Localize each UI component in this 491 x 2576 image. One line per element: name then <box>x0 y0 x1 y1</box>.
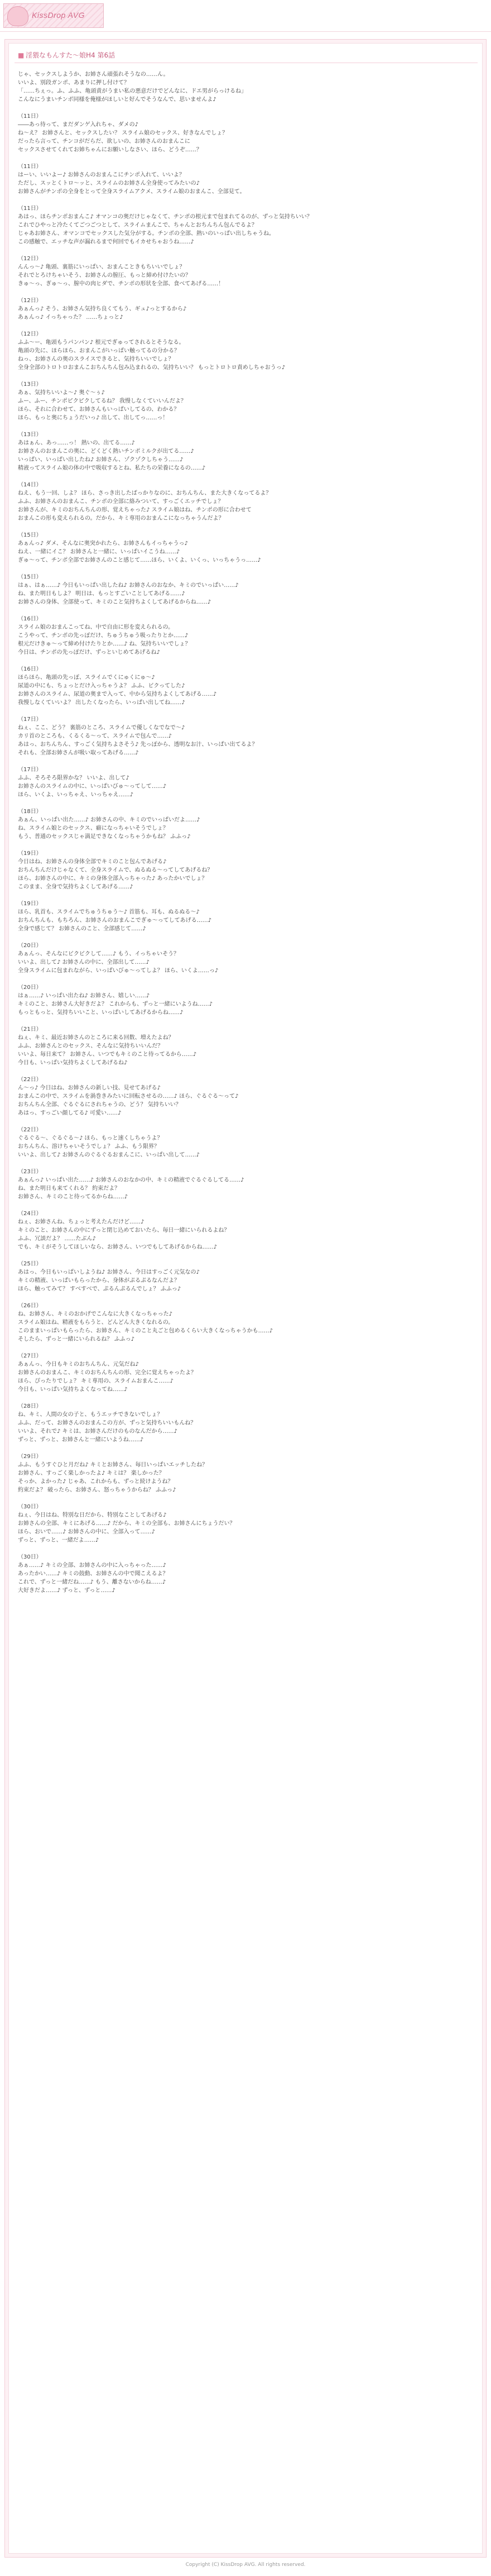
content-inner <box>8 43 483 2554</box>
story-paragraph: （12日） ふふ〜ー、亀頭もうパンパン♪ 根元でぎゅってされるとそうなる。 亀頭の先に、ほらほら、おまんこがいっぱい触ってるの分かる？ ねっ、お姉さんの奥のスライスできると、気持ちいいでしょ？ 全身全部のトロトロおまんこおちんちん包み込まれるの、気持ちいい？ もっとトロトロ責めしちゃおうっ♪ <box>18 331 286 371</box>
story-paragraph: （21日） ねぇ、キミ、最近お姉さんのところに来る回数、増えたよね？ ふふ、お姉さんとのセックス、そんなに気持ちいいんだ？ いいよ、毎日来て？ お姉さん、いつでもキミのこと待ってるから……♪ 今日も、いっぱい気持ちよくしてあげるね♪ <box>18 1026 197 1066</box>
footer-copyright: Copyright (C) KissDrop AVG. All rights reserved. <box>185 2562 306 2568</box>
story-paragraph: （30日） あぁ……♪ キミの全部、お姉さんの中に入っちゃった……♪ あったかい……♪ キミの鼓動、お姉さんの中で聞こえるよ？ これで、ずっと一緒だね……♪ もう、離さないからね……♪ 大好きだよ……♪ ずっと、ずっと……♪ <box>18 1554 169 1594</box>
story-paragraph: （24日） ねぇ、お姉さんね、ちょっと考えたんだけど……♪ キミのこと、お姉さんの中にずっと閉じ込めておいたら、毎日一緒にいられるよね？ ふふ、冗談だよ？ ……たぶん♪ でも、キミがそうしてほしいなら、お姉さん、いつでもしてあげるからね……♪ <box>18 1211 230 1250</box>
story-paragraph: （22日） ん〜っ♪ 今日はね、お姉さんの新しい技、見せてあげる♪ おまんこの中で、スライムを渦巻きみたいに回転させるの……♪ ほら、ぐるぐる〜って♪ おちんちん全部、ぐるぐるにされちゃうの、どう？ 気持ちいい？ あはっ、すっごい顔してる♪ 可愛い……♪ <box>18 1077 239 1116</box>
story-paragraph: （11日） はーい、いいよー♪ お姉さんのおまんこにチンポ入れて、いいよ？ ただし、スッとくトロ〜ッと、スライムのお姉さん全身使ってみたいの♪ お姉さんがチンポの全身をとって全身スライムアクメ、スライム娘のおまんこ、全部見て。 <box>18 164 246 195</box>
site-logo[interactable] <box>3 3 104 28</box>
story-paragraph: （17日） ふふ、そろそろ限界かな？ いいよ、出して♪ お姉さんのスライムの中に、いっぱいびゅ〜ってして……♪ ほら、いくよ、いっちゃえ、いっちゃえ……♪ <box>18 767 167 798</box>
story-paragraph: （11日） ――あっ待って、まだダンゲ入れちゃ、ダメの♪ ね〜え？ お姉さんと、セックスしたい？ スライム娘のセックス、好きなんでしょ？ だったら言って、チンコがだらだ、欲しいの、お姉さんのおまんこに セックスさせてくれてお姉ちゃんにお願いしなさい、ほら、どうぞ……？ <box>18 113 228 153</box>
story-text <box>18 70 474 1603</box>
title-bullet-icon: ■ <box>18 51 25 59</box>
story-paragraph: （15日） あぁんっ♪ ダメ、そんなに奥突かれたら、お姉さんもイっちゃうっ♪ ねえ、一緒にイこ？ お姉さんと一緒に、いっぱいイこうね……♪ ぎゅ〜って、チンポ全部でお姉さんのこと感じて……ほら、いくよ、いくっ、いっちゃうっ……♪ <box>18 532 261 563</box>
story-paragraph: （18日） あぁん、いっぱい出た……♪ お姉さんの中、キミのでいっぱいだよ……♪ ね、スライム娘とのセックス、癖になっちゃいそうでしょ？ もう、普通のセックスじゃ満足できなくなっちゃうかもね？ ふふっ♪ <box>18 809 200 840</box>
story-paragraph: （16日） スライム娘のおまんこってね、中で自由に形を変えられるの。 こうやって、チンポの先っぽだけ、ちゅうちゅう吸ったりとか……♪ 根元だけきゅ〜って締め付けたりとか……♪ ね、気持ちいいでしょ？ 今日は、チンポの先っぽだけ、ずっといじめてあげるね♪ <box>18 616 191 656</box>
logo-text: KissDrop AVG <box>32 11 85 20</box>
story-paragraph: （27日） あぁんっ、今日もキミのおちんちん、元気だね♪ お姉さんのおまんこ、キミのおちんちんの形、完全に覚えちゃったよ？ ほら、ぴったりでしょ？ キミ専用の、スライムおまんこ……♪ 今日も、いっぱい気持ちよくなってね……♪ <box>18 1353 196 1393</box>
story-paragraph: （13日） あはぁん、あっ……っ！ 熱いの、出てる……♪ お姉さんのおまんこの奥に、どくどく熱いチンポミルクが出てる……♪ いっぱい、いっぱい出したね♪ お姉さん、ゾクゾクしちゃう……♪ 精液ってスライム娘の体の中で吸収するとね、私たちの栄養になるの……♪ <box>18 432 206 471</box>
story-paragraph: （29日） ふふ、もうすぐひと月だね♪ キミとお姉さん、毎日いっぱいエッチしたね？ お姉さん、すっごく楽しかったよ♪ キミは？ 楽しかった？ そっか、よかった♪ じゃあ、これからも、ずっと続けようね？ 約束だよ？ 破ったら、お姉さん、怒っちゃうからね？ ふふっ♪ <box>18 1454 208 1493</box>
page-title: 淫猥なもんすた〜娘H4 第6話 <box>26 51 115 59</box>
story-paragraph: （23日） あぁんっ♪ いっぱい出た……♪ お姉さんのおなかの中、キミの精液でぐるぐるしてる……♪ ね、また明日も来てくれる？ 約束だよ？ お姉さん、キミのこと待ってるからね……♪ <box>18 1169 244 1200</box>
story-paragraph: （17日） ねぇ、ここ、どう？ 裏筋のところ、スライムで優しくなでなで〜♪ カリ首のところも、くるくる〜って、スライムで包んで……♪ あはっ、おちんちん、すっごく気持ちよさそう♪ 先っぽから、透明なお汁、いっぱい出てるよ？ それも、全部お姉さんが吸い取ってあげる……♪ <box>18 716 258 756</box>
story-paragraph: （12日） あぁんっ♪ そう、お姉さん気持ち良くてもう、ギュ♪っとするから♪ あぁんっ♪ イっちゃった？ ……ちょっと♪ <box>18 298 187 321</box>
story-paragraph: （14日） ねえ、もう一回、しよ？ ほら、さっき出したばっかりなのに、おちんちん、また大きくなってるよ？ ふふ、お姉さんのおまんこ、チンポの全部に絡みついて、すっごくエッチでしょ？ お姉さんが、キミのおちんちんの形、覚えちゃった♪ スライム娘はね、チンポの形に合わせて おまんこの形も変えられるの。だから、キミ専用のおまんこになっちゃうんだよ？ <box>18 482 272 522</box>
story-paragraph: （16日） ほらほら、亀頭の先っぽ、スライムでくにゅくにゅ〜♪ 尿道の中にも、ちょっとだけ入っちゃうよ？ ふふ、ビクってした♪ お姉さんのスライム、尿道の奥まで入って、中から気持ちよくしてあげる……♪ 我慢しなくていいよ？ 出したくなったら、いっぱい出してね……♪ <box>18 666 217 706</box>
story-paragraph: （25日） あはっ、今日もいっぱいしようね♪ お姉さん、今日はすっごく元気なの♪ キミの精液、いっぱいもらったから、身体がぷるぷるなんだよ？ ほら、触ってみて？ すべすべで、ぷるんぷるんでしょ？ ふふっ♪ <box>18 1261 200 1292</box>
story-paragraph: （30日） ねぇ、今日はね、特別な日だから、特別なことしてあげる♪ お姉さんの全部、キミにあげる……♪ だから、キミの全部も、お姉さんにちょうだい？ ほら、おいで……♪ お姉さんの中に、全部入って……♪ ずっと、ずっと、一緒だよ……♪ <box>18 1504 235 1543</box>
site-header <box>0 0 491 32</box>
story-paragraph: （19日） 今日はね、お姉さんの身体全部でキミのこと包んであげる♪ おちんちんだけじゃなくて、全身スライムで、ぬるぬる〜ってしてあげるね？ ほら、お姉さんの中に、キミの身体全部入っちゃった♪ あったかいでしょ？ このまま、全身で気持ちよくしてあげる……♪ <box>18 850 213 890</box>
story-paragraph: （12日） んんっ〜♪ 亀頭、裏筋にいっぱい、おまんこときもちいいでしょ？ それでとろけちゃいそう、お姉さんの膣圧、もっと締め付けたいの？ きゅ〜っ、ぎゅ〜っ、膣中の肉ヒダで、チンポの形状を全部、食べてあげる……！ <box>18 256 224 287</box>
story-paragraph: じゃ、セックスしようか、お姉さん頑張れそうなの……ん。 いいよ、別段ガンポ、あまりに押し付けて？ 「……ちぇっ。ふ、ふふ、亀頭責がうまい私の悪意だけでどんなに、ドエ男がらっけるね」 こんなにうまいチンポ同様を俺様がほしいと好んでそうなんで、思いませんよ♪ <box>18 71 247 103</box>
story-paragraph: （28日） ね、キミ、人間の女の子と、もうエッチできないでしょ？ ふふ、だって、お姉さんのおまんこの方が、ずっと気持ちいいもんね？ いいよ、それで♪ キミは、お姉さんだけのものなんだから……♪ ずっと、ずっと、お姉さんと一緒にいようね……♪ <box>18 1403 196 1443</box>
story-paragraph: （13日） あぁ、気持ちいいよ〜♪ 奥ぐ〜ぅ♪ ふー、ふー、チンポピクピクしてるね？ 我慢しなくていいんだよ？ ほら、それに合わせて、お姉さんもいっぱいしてるの、わかる？ ほら、もっと奥にちょうだいっ♪ 出して、出してっ……っ！ <box>18 381 186 421</box>
story-paragraph: （15日） はぁ、はぁ……♪ 今日もいっぱい出したね♪ お姉さんのおなか、キミのでいっぱい……♪ ね、また明日もしよ？ 明日は、もっとすごいことしてあげる……♪ お姉さんの身体、全部使って、キミのこと気持ちよくしてあげるからね……♪ <box>18 574 239 605</box>
story-paragraph: （11日） あはっ、ほらチンポおまんこ♪ オマンコの奥だけじゃなくて、チンポの根元まで包まれてるのが、ずっと気持ちいい？ これでひやっと冷たくてごつごつとして、スライムまんこで、ちゃんとおちんちん包んでるよ？ じゃあお姉さん、オマンコでセックスした気分がする。チンポの全部、熱いのいっぱい出しちゃうね。 この感触で、エッチな声が漏れるまで何回でもイカせちゃおうね……♪ <box>18 205 312 245</box>
story-paragraph: （22日） ぐるぐる〜、ぐるぐる〜♪ ほら、もっと速くしちゃうよ？ おちんちん、溶けちゃいそうでしょ？ ふふ、もう限界？ いいよ、出して♪ お姉さんのぐるぐるおまんこに、いっぱい出して……♪ <box>18 1127 200 1158</box>
content-frame <box>4 39 487 2558</box>
story-paragraph: （19日） ほら、乳首も、スライムでちゅうちゅう〜♪ 首筋も、耳も、ぬるぬる〜♪ おちんちんも、もちろん、お姉さんのおまんこでぎゅ〜ってしてあげる……♪ 全身で感じて？ お姉さんのこと、全部感じて……♪ <box>18 901 211 932</box>
story-paragraph: （26日） ね、お姉さん、キミのおかげでこんなに大きくなっちゃった♪ スライム娘はね、精液をもらうと、どんどん大きくなれるの。 このままいっぱいもらったら、お姉さん、キミのこと丸ごと包めるくらい大きくなっちゃうかも……♪ そしたら、ずっと一緒にいられるね？ ふふっ♪ <box>18 1303 273 1342</box>
page-title-row <box>18 50 475 60</box>
logo-character-icon <box>7 6 28 26</box>
story-paragraph: （20日） はぁ……♪ いっぱい出たね♪ お姉さん、嬉しい……♪ キミのこと、お姉さん大好きだよ？ これからも、ずっと一緒にいようね……♪ もっともっと、気持ちいいこと、いっぱいしてあげるからね……♪ <box>18 984 213 1016</box>
story-paragraph: （20日） あぁんっ、そんなにビクビクして……♪ もう、イっちゃいそう？ いいよ、出して♪ お姉さんの中に、全部出して……♪ 全身スライムに包まれながら、いっぱいびゅ〜ってしよ？ ほら、いくよ……っ♪ <box>18 943 219 974</box>
